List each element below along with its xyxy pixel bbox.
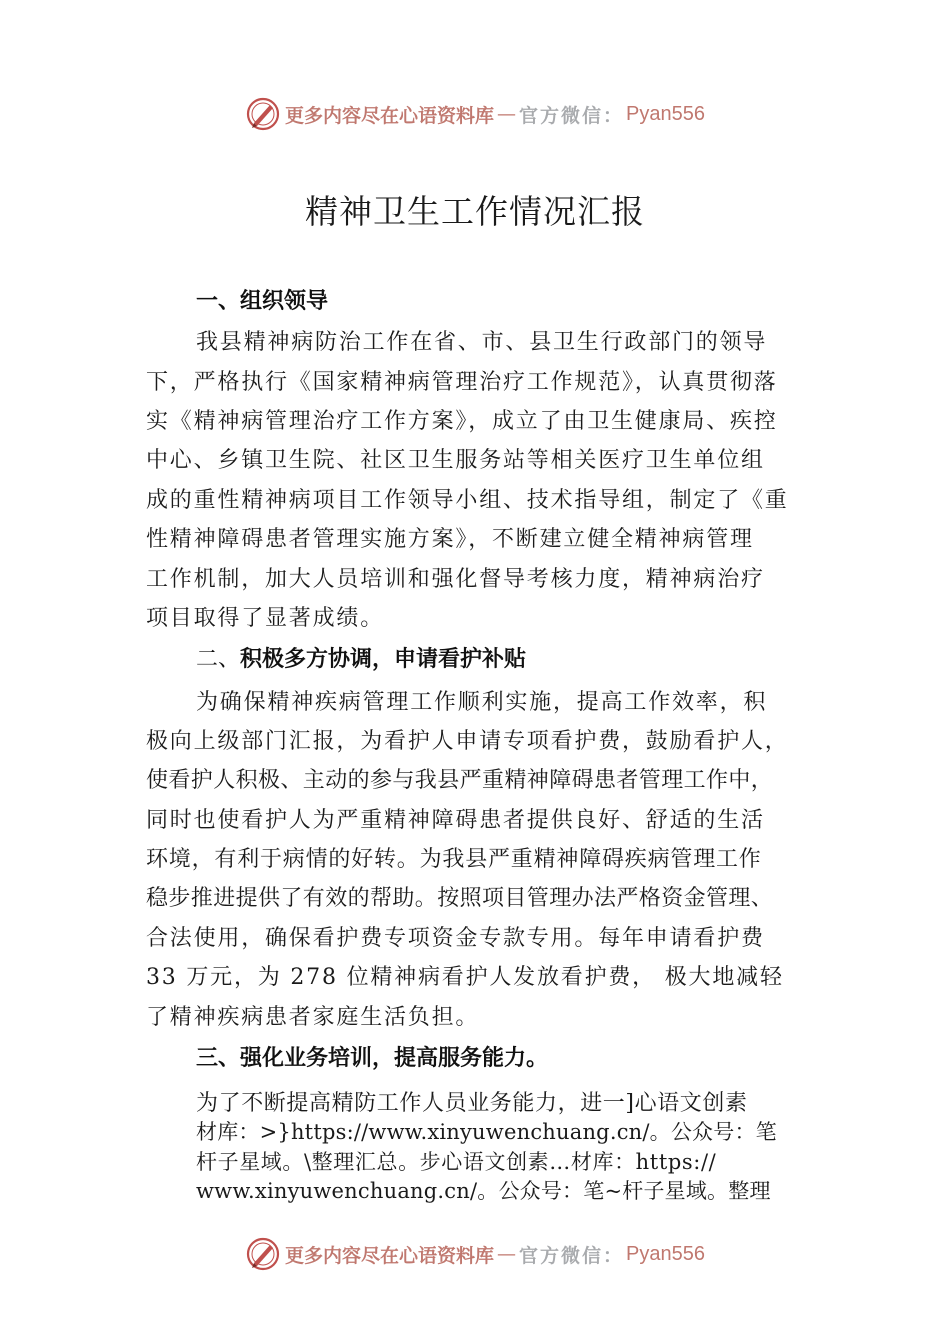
paragraph-line: 极向上级部门汇报，为看护人申请专项看护费，鼓励看护人， [146, 729, 789, 754]
paragraph-line: 为确保精神疾病管理工作顺利实施，提高工作效率，积 [196, 690, 768, 715]
paragraph-line: 了精神疾病患者家庭生活负担。 [146, 1005, 480, 1030]
banner-wechat-id: Pyan556 [626, 102, 705, 125]
paragraph-line: 工作机制，加大人员培训和强化督导考核力度，精神病治疗 [146, 567, 765, 592]
banner-wechat-label: 官方微信： [519, 104, 625, 127]
paragraph-line: 同时也使看护人为严重精神障碍患者提供良好、舒适的生活 [146, 808, 765, 833]
paragraph-line: 杆子星域。\整理汇总。步心语文创素…材库：https:// [196, 1150, 717, 1174]
document-title: 精神卫生工作情况汇报 [305, 192, 645, 231]
paragraph-line: 为了不断提高精防工作人员业务能力，进一]心语文创素 [196, 1091, 748, 1116]
section2-heading-text: 积极多方协调，申请看护补贴 [240, 647, 527, 672]
header-banner [0, 94, 950, 134]
paragraph-line: 下，严格执行《国家精神病管理治疗工作规范》，认真贯彻落 [146, 370, 778, 395]
paragraph-line: 33 万元，为 278 位精神病看护人发放看护费， 极大地减轻 [146, 965, 784, 990]
section2-heading [196, 642, 526, 673]
paragraph-line: 性精神障碍患者管理实施方案》，不断建立健全精神病管理 [146, 527, 754, 552]
banner-text: 更多内容尽在心语资料库 [285, 1244, 495, 1267]
paragraph-line: 稳步推进提供了有效的帮助。按照项目管理办法严格资金管理、 [146, 886, 774, 911]
banner-separator: — [497, 1243, 517, 1265]
section3-heading: 三、强化业务培训，提高服务能力。 [196, 1046, 549, 1071]
section2-heading-prefix: 二、 [196, 647, 241, 672]
paragraph-line: 环境，有利于病情的好转。为我县严重精神障碍疾病管理工作 [146, 847, 762, 872]
section1-heading: 一、组织领导 [196, 289, 329, 314]
paragraph-line: www.xinyuwenchuang.cn/。公众号：笔~杆子星域。整理 [196, 1179, 771, 1203]
paragraph-line: 材库：>}https://www.xinyuwenchuang.cn/。公众号：笔 [196, 1120, 777, 1144]
footer-banner [0, 1234, 950, 1274]
paragraph-line: 中心、乡镇卫生院、社区卫生服务站等相关医疗卫生单位组 [146, 448, 765, 473]
paragraph-line: 项目取得了显著成绩。 [146, 606, 385, 631]
banner-separator: — [497, 103, 517, 125]
paragraph-line: 成的重性精神病项目工作领导小组、技术指导组，制定了《重 [146, 488, 789, 513]
banner-wechat-id: Pyan556 [626, 1242, 705, 1265]
pen-logo-icon [245, 1236, 281, 1272]
paragraph-line: 使看护人积极、主动的参与我县严重精神障碍患者管理工作中， [146, 768, 774, 793]
banner-wechat-label: 官方微信： [519, 1244, 625, 1267]
paragraph-line: 合法使用，确保看护费专项资金专款专用。每年申请看护费 [146, 926, 765, 951]
banner-text: 更多内容尽在心语资料库 [285, 104, 495, 127]
paragraph-line: 实《精神病管理治疗工作方案》，成立了由卫生健康局、疾控 [146, 409, 778, 434]
paragraph-line: 我县精神病防治工作在省、市、县卫生行政部门的领导 [196, 330, 768, 355]
pen-logo-icon [245, 96, 281, 132]
